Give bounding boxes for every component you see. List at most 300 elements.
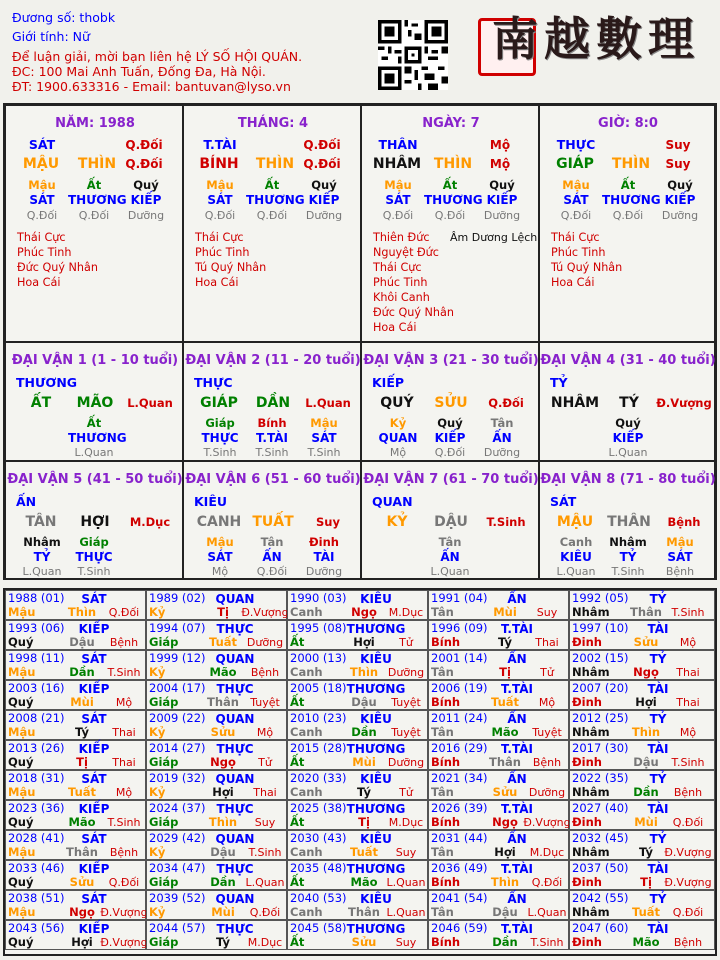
year-label: 2024 (37) <box>149 801 206 815</box>
hidden-status: Q.Đối <box>612 209 644 222</box>
year-label: 1988 (01) <box>8 591 65 605</box>
year-branch: Ngọ <box>210 755 236 769</box>
pillar-stem: GIÁP <box>556 156 594 172</box>
year-stem: Tân <box>431 905 454 919</box>
dv-hidden-status: Dưỡng <box>483 446 521 459</box>
year-branch: Tị <box>358 815 370 829</box>
year-label: 2043 (56) <box>8 921 65 935</box>
hidden-god: SÁT <box>29 193 55 207</box>
year-status: Dưỡng <box>387 666 425 679</box>
year-branch: Thìn <box>490 875 520 889</box>
year-god: THƯƠNG <box>346 682 406 696</box>
year-status: Q.Đối <box>108 606 140 619</box>
star-item: Thái Cực <box>17 231 66 244</box>
year-status: T.Sinh <box>530 936 564 949</box>
year-status: Mộ <box>538 696 556 709</box>
year-god: SÁT <box>81 712 107 726</box>
year-cell <box>5 620 146 650</box>
year-cell <box>569 890 715 920</box>
pillar-stem-status: Suy <box>665 138 691 152</box>
dv-hidden-god: TỶ <box>33 550 51 564</box>
year-cell <box>569 710 715 740</box>
star-item: Phúc Tinh <box>195 246 250 259</box>
year-branch: Tuất <box>67 785 97 799</box>
dv-hidden-god: T.TÀI <box>256 431 288 445</box>
year-label: 2021 (34) <box>431 771 488 785</box>
dv-hidden-stem: Ất <box>86 416 102 430</box>
dv-hidden-god: TỶ <box>619 550 637 564</box>
year-cell <box>287 620 428 650</box>
year-label: 2017 (30) <box>572 741 629 755</box>
contact-phone-email[interactable]: ĐT: 1900.633316 - Email: bantuvan@lyso.vn <box>12 79 291 94</box>
year-label: 1997 (10) <box>572 621 629 635</box>
year-god: KIÊU <box>360 772 392 786</box>
year-label: 1993 (06) <box>8 621 65 635</box>
year-status: M.Dục <box>388 606 424 619</box>
year-status: Suy <box>395 846 417 859</box>
dai-van-status: T.Sinh <box>486 515 526 529</box>
year-stem: Canh <box>290 845 323 859</box>
year-branch: Dậu <box>210 845 236 859</box>
year-god: TỶ <box>649 892 667 906</box>
dv-hidden-stem: Kỷ <box>389 416 407 430</box>
year-god: TỶ <box>649 652 667 666</box>
year-branch: Mùi <box>211 905 235 919</box>
year-label: 2014 (27) <box>149 741 206 755</box>
pillar-stem: NHÂM <box>372 156 422 172</box>
year-stem: Mậu <box>8 785 36 799</box>
hidden-status: Q.Đối <box>204 209 236 222</box>
year-god: T.TÀI <box>501 742 533 756</box>
year-status: M.Dục <box>388 816 424 829</box>
year-branch: Thìn <box>349 665 379 679</box>
dai-van-title: ĐẠI VẬN 2 (11 - 20 tuổi) <box>185 353 361 368</box>
year-branch: Hợi <box>353 635 375 649</box>
star-item: Phúc Tinh <box>551 246 606 259</box>
hidden-god: THƯƠNG <box>68 193 127 207</box>
year-branch: Dần <box>351 725 377 739</box>
year-stem: Bính <box>431 875 461 889</box>
year-branch: Tị <box>640 875 652 889</box>
year-branch: Sửu <box>210 725 236 739</box>
year-god: T.TÀI <box>501 682 533 696</box>
year-god: ẤN <box>507 712 527 726</box>
year-cell <box>146 860 287 890</box>
hidden-status: Q.Đối <box>26 209 58 222</box>
year-label: 1994 (07) <box>149 621 206 635</box>
year-branch: Hợi <box>635 695 657 709</box>
star-item: Thái Cực <box>373 261 422 274</box>
dai-van-status: M.Dục <box>129 515 171 529</box>
year-god: THƯƠNG <box>346 802 406 816</box>
year-status: Q.Đối <box>672 906 704 919</box>
year-branch: Dần <box>210 875 236 889</box>
contact-invite: Để luận giải, mời bạn liên hệ LÝ SỐ HỘI QUÁN. <box>12 49 303 64</box>
year-stem: Kỷ <box>149 845 166 859</box>
dv-hidden-stem: Nhâm <box>23 535 61 549</box>
year-status: Tử <box>399 786 413 799</box>
year-status: T.Sinh <box>248 846 282 859</box>
year-stem: Canh <box>290 665 323 679</box>
year-god: THỰC <box>216 742 254 756</box>
year-label: 2038 (51) <box>8 891 65 905</box>
dai-van-cell <box>539 461 715 580</box>
year-stem: Nhâm <box>572 665 610 679</box>
year-cell <box>146 890 287 920</box>
year-label: 2008 (21) <box>8 711 65 725</box>
year-cell <box>569 620 715 650</box>
year-god: QUAN <box>215 832 255 846</box>
year-status: Thai <box>253 786 277 799</box>
year-status: Bệnh <box>109 846 139 859</box>
hidden-status: Dưỡng <box>483 209 521 222</box>
year-stem: Đinh <box>572 815 602 829</box>
pillar-stem-status: Q.Đối <box>303 138 341 152</box>
year-status: Q.Đối <box>531 876 563 889</box>
year-cell <box>5 860 146 890</box>
year-stem: Giáp <box>149 695 179 709</box>
year-cell <box>569 830 715 860</box>
year-god: QUAN <box>215 772 255 786</box>
year-status: Thai <box>112 756 136 769</box>
dv-hidden-stem: Giáp <box>205 416 235 430</box>
year-god: THƯƠNG <box>346 622 406 636</box>
hidden-status: Q.Đối <box>256 209 288 222</box>
year-stem: Ất <box>290 635 305 649</box>
hidden-god: THƯƠNG <box>424 193 483 207</box>
dai-van-status: Q.Đối <box>488 396 524 410</box>
year-god: T.TÀI <box>501 922 533 936</box>
dv-hidden-stem: Tân <box>438 535 462 549</box>
year-stem: Đinh <box>572 875 602 889</box>
year-cell <box>287 890 428 920</box>
pillar-branch-status: Q.Đối <box>125 157 163 171</box>
dv-hidden-god: THỰC <box>201 431 239 445</box>
hidden-status: Q.Đối <box>434 209 466 222</box>
year-god: THƯƠNG <box>346 922 406 936</box>
year-label: 2039 (52) <box>149 891 206 905</box>
pillar-god: T.TÀI <box>203 137 237 152</box>
dv-hidden-status: T.Sinh <box>255 446 289 459</box>
year-status: Suy <box>536 606 558 619</box>
year-status: Suy <box>395 936 417 949</box>
dai-van-title: ĐẠI VẬN 8 (71 - 80 tuổi) <box>540 472 716 487</box>
dai-van-cell <box>361 461 539 580</box>
year-label: 2030 (43) <box>290 831 347 845</box>
year-status: Bệnh <box>673 936 703 949</box>
year-status: Đ.Vượng <box>664 876 712 889</box>
dai-van-status: Đ.Vượng <box>656 396 712 410</box>
year-cell <box>146 800 287 830</box>
star-item: Phúc Tinh <box>17 246 72 259</box>
year-status: Bệnh <box>673 786 703 799</box>
year-label: 2013 (26) <box>8 741 65 755</box>
pillar-title: NĂM: 1988 <box>55 116 135 131</box>
pillar-stem-status: Mộ <box>489 138 511 152</box>
year-cell <box>5 800 146 830</box>
year-branch: Thân <box>489 755 521 769</box>
year-label: 2016 (29) <box>431 741 488 755</box>
year-label: 2009 (22) <box>149 711 206 725</box>
year-stem: Mậu <box>8 905 36 919</box>
year-cell <box>5 830 146 860</box>
year-branch: Thân <box>66 845 98 859</box>
dv-hidden-god: SÁT <box>311 431 337 445</box>
year-branch: Thìn <box>67 605 97 619</box>
year-label: 2002 (15) <box>572 651 629 665</box>
year-god: THỰC <box>216 802 254 816</box>
year-label: 2004 (17) <box>149 681 206 695</box>
year-branch: Tý <box>498 635 512 649</box>
year-god: ẤN <box>507 772 527 786</box>
year-label: 2001 (14) <box>431 651 488 665</box>
year-god: TÀI <box>647 622 669 636</box>
dv-hidden-status: T.Sinh <box>77 565 111 578</box>
year-cell <box>428 920 569 950</box>
year-label: 2005 (18) <box>290 681 347 695</box>
dai-van-god: SÁT <box>550 494 577 509</box>
year-stem: Nhâm <box>572 785 610 799</box>
year-label: 2006 (19) <box>431 681 488 695</box>
year-stem: Mậu <box>8 605 36 619</box>
year-stem: Quý <box>8 695 34 709</box>
year-cell <box>287 680 428 710</box>
year-god: KIẾP <box>78 922 110 936</box>
pillar-branch: THÌN <box>255 156 295 172</box>
dv-hidden-god: SÁT <box>667 550 693 564</box>
year-branch: Mùi <box>352 755 376 769</box>
year-god: KIẾP <box>78 742 110 756</box>
year-status: Tử <box>258 756 272 769</box>
year-stem: Ất <box>290 935 305 949</box>
dai-van-god: THỰC <box>194 375 233 390</box>
year-branch: Hợi <box>494 845 516 859</box>
year-label: 2040 (53) <box>290 891 347 905</box>
year-status: Đ.Vượng <box>100 906 148 919</box>
hidden-stem: Quý <box>133 178 159 192</box>
hidden-god: KIẾP <box>664 193 696 207</box>
year-branch: Dậu <box>633 755 659 769</box>
hidden-stem: Ất <box>442 178 458 192</box>
year-god: ẤN <box>507 592 527 606</box>
year-god: KIÊU <box>360 592 392 606</box>
dv-hidden-god: KIẾP <box>434 431 466 445</box>
year-status: Bệnh <box>250 666 280 679</box>
dai-van-god: THƯƠNG <box>16 375 78 390</box>
year-stem: Kỷ <box>149 725 166 739</box>
year-status: Đ.Vượng <box>241 606 289 619</box>
dv-hidden-stem: Bính <box>257 416 287 430</box>
year-stem: Bính <box>431 695 461 709</box>
year-god: QUAN <box>215 652 255 666</box>
year-label: 2028 (41) <box>8 831 65 845</box>
year-label: 1999 (12) <box>149 651 206 665</box>
year-status: Thai <box>676 666 700 679</box>
dv-hidden-stem: Mậu <box>310 416 338 430</box>
year-status: Bệnh <box>109 636 139 649</box>
dai-van-branch: DẦN <box>255 395 291 411</box>
hidden-god: KIẾP <box>486 193 518 207</box>
year-branch: Thìn <box>208 815 238 829</box>
year-branch: Dậu <box>492 905 518 919</box>
year-label: 2046 (59) <box>431 921 488 935</box>
year-status: Mộ <box>115 696 133 709</box>
year-cell <box>287 860 428 890</box>
year-status: Tuyệt <box>391 696 421 709</box>
year-stem: Đinh <box>572 935 602 949</box>
star-item: Hoa Cái <box>551 276 595 289</box>
year-stem: Mậu <box>8 845 36 859</box>
year-stem: Kỷ <box>149 665 166 679</box>
year-branch: Dần <box>633 785 659 799</box>
year-status: Q.Đối <box>249 906 281 919</box>
dv-hidden-god: KIÊU <box>560 550 592 564</box>
year-god: T.TÀI <box>501 802 533 816</box>
logo-text: 南越數理 <box>492 12 700 66</box>
year-branch: Tý <box>357 785 371 799</box>
star-item: Thiên Đức <box>373 231 430 244</box>
year-stem: Giáp <box>149 935 179 949</box>
hidden-status: Q.Đối <box>78 209 110 222</box>
year-stem: Quý <box>8 755 34 769</box>
year-label: 2010 (23) <box>290 711 347 725</box>
dv-hidden-god: ẤN <box>440 550 460 564</box>
dv-hidden-status: L.Quan <box>556 565 596 578</box>
year-label: 1995 (08) <box>290 621 347 635</box>
dv-hidden-god: THƯƠNG <box>68 431 127 445</box>
pillar-branch-status: Suy <box>665 157 691 171</box>
year-god: THỰC <box>216 862 254 876</box>
year-cell <box>569 860 715 890</box>
dai-van-status: Bệnh <box>667 515 701 529</box>
contact-address: ĐC: 100 Mai Anh Tuấn, Đống Đa, Hà Nội. <box>12 64 266 79</box>
year-stem: Canh <box>290 785 323 799</box>
dai-van-stem: ẤT <box>30 395 52 411</box>
dai-van-cell <box>183 342 361 461</box>
dv-hidden-status: Bệnh <box>665 565 695 578</box>
dai-van-title: ĐẠI VẬN 5 (41 - 50 tuổi) <box>7 472 183 487</box>
dv-hidden-stem: Tân <box>260 535 284 549</box>
year-branch: Thân <box>348 905 380 919</box>
year-cell <box>569 770 715 800</box>
year-status: Mộ <box>115 786 133 799</box>
year-cell <box>5 590 146 620</box>
hidden-god: KIẾP <box>130 193 162 207</box>
year-label: 2034 (47) <box>149 861 206 875</box>
year-cell <box>146 680 287 710</box>
year-status: M.Dục <box>529 846 565 859</box>
dai-van-status: Suy <box>316 515 340 529</box>
year-label: 1989 (02) <box>149 591 206 605</box>
hidden-god: THƯƠNG <box>246 193 305 207</box>
year-stem: Nhâm <box>572 605 610 619</box>
year-label: 1996 (09) <box>431 621 488 635</box>
year-god: TÀI <box>647 862 669 876</box>
year-status: Dưỡng <box>246 636 284 649</box>
hidden-status: Dưỡng <box>661 209 699 222</box>
year-god: TỶ <box>649 772 667 786</box>
dai-van-branch: DẬU <box>434 514 468 530</box>
year-branch: Thìn <box>631 725 661 739</box>
year-god: TỶ <box>649 712 667 726</box>
dai-van-stem: QUÝ <box>380 395 414 411</box>
year-stem: Tân <box>431 785 454 799</box>
year-stem: Quý <box>8 935 34 949</box>
year-cell <box>5 710 146 740</box>
year-stem: Tân <box>431 725 454 739</box>
dai-van-god: ẤN <box>16 494 37 509</box>
year-cell <box>428 620 569 650</box>
year-god: KIÊU <box>360 652 392 666</box>
year-label: 2022 (35) <box>572 771 629 785</box>
year-label: 2007 (20) <box>572 681 629 695</box>
dv-hidden-status: Dưỡng <box>305 565 343 578</box>
year-god: KIẾP <box>78 682 110 696</box>
dv-hidden-stem: Mậu <box>666 535 694 549</box>
year-god: THỰC <box>216 922 254 936</box>
year-god: QUAN <box>215 592 255 606</box>
hidden-god: SÁT <box>207 193 233 207</box>
year-label: 2047 (60) <box>572 921 629 935</box>
pillar-god: THÂN <box>378 137 418 152</box>
star-item: Tú Quý Nhân <box>195 261 267 274</box>
star-item: Đức Quý Nhân <box>17 261 98 274</box>
dai-van-branch: THÂN <box>607 514 651 530</box>
year-stem: Giáp <box>149 875 179 889</box>
star-item: Hoa Cái <box>17 276 61 289</box>
year-label: 2020 (33) <box>290 771 347 785</box>
year-stem: Giáp <box>149 815 179 829</box>
year-status: Tử <box>540 666 554 679</box>
year-god: TÀI <box>647 922 669 936</box>
hidden-stem: Mậu <box>562 178 590 192</box>
year-cell <box>287 650 428 680</box>
year-branch: Mùi <box>634 815 658 829</box>
year-stem: Ất <box>290 755 305 769</box>
dv-hidden-god: TÀI <box>313 550 335 564</box>
year-cell <box>428 680 569 710</box>
star-item: Đức Quý Nhân <box>373 306 454 319</box>
dv-hidden-god: ẤN <box>492 431 512 445</box>
year-god: QUAN <box>215 712 255 726</box>
year-cell <box>287 920 428 950</box>
year-branch: Mão <box>491 725 519 739</box>
year-branch: Ngọ <box>69 905 95 919</box>
year-label: 2029 (42) <box>149 831 206 845</box>
year-cell <box>569 800 715 830</box>
owner-name: Đương số: thobk <box>12 10 116 25</box>
dai-van-branch: TÝ <box>619 395 639 411</box>
star-item: Phúc Tinh <box>373 276 428 289</box>
star-item: Khôi Canh <box>373 291 430 304</box>
pillar-cell <box>361 105 539 342</box>
year-cell <box>146 620 287 650</box>
dv-hidden-stem: Đinh <box>309 535 339 549</box>
dai-van-cell <box>5 461 183 580</box>
year-label: 2027 (40) <box>572 801 629 815</box>
year-god: KIÊU <box>360 892 392 906</box>
year-stem: Canh <box>290 905 323 919</box>
year-god: SÁT <box>81 832 107 846</box>
hidden-status: Dưỡng <box>305 209 343 222</box>
year-branch: Tị <box>499 665 511 679</box>
year-stem: Mậu <box>8 725 36 739</box>
year-branch: Ngọ <box>633 665 659 679</box>
year-cell <box>146 740 287 770</box>
dv-hidden-god: THỰC <box>75 550 113 564</box>
year-label: 1991 (04) <box>431 591 488 605</box>
hidden-status: Q.Đối <box>382 209 414 222</box>
